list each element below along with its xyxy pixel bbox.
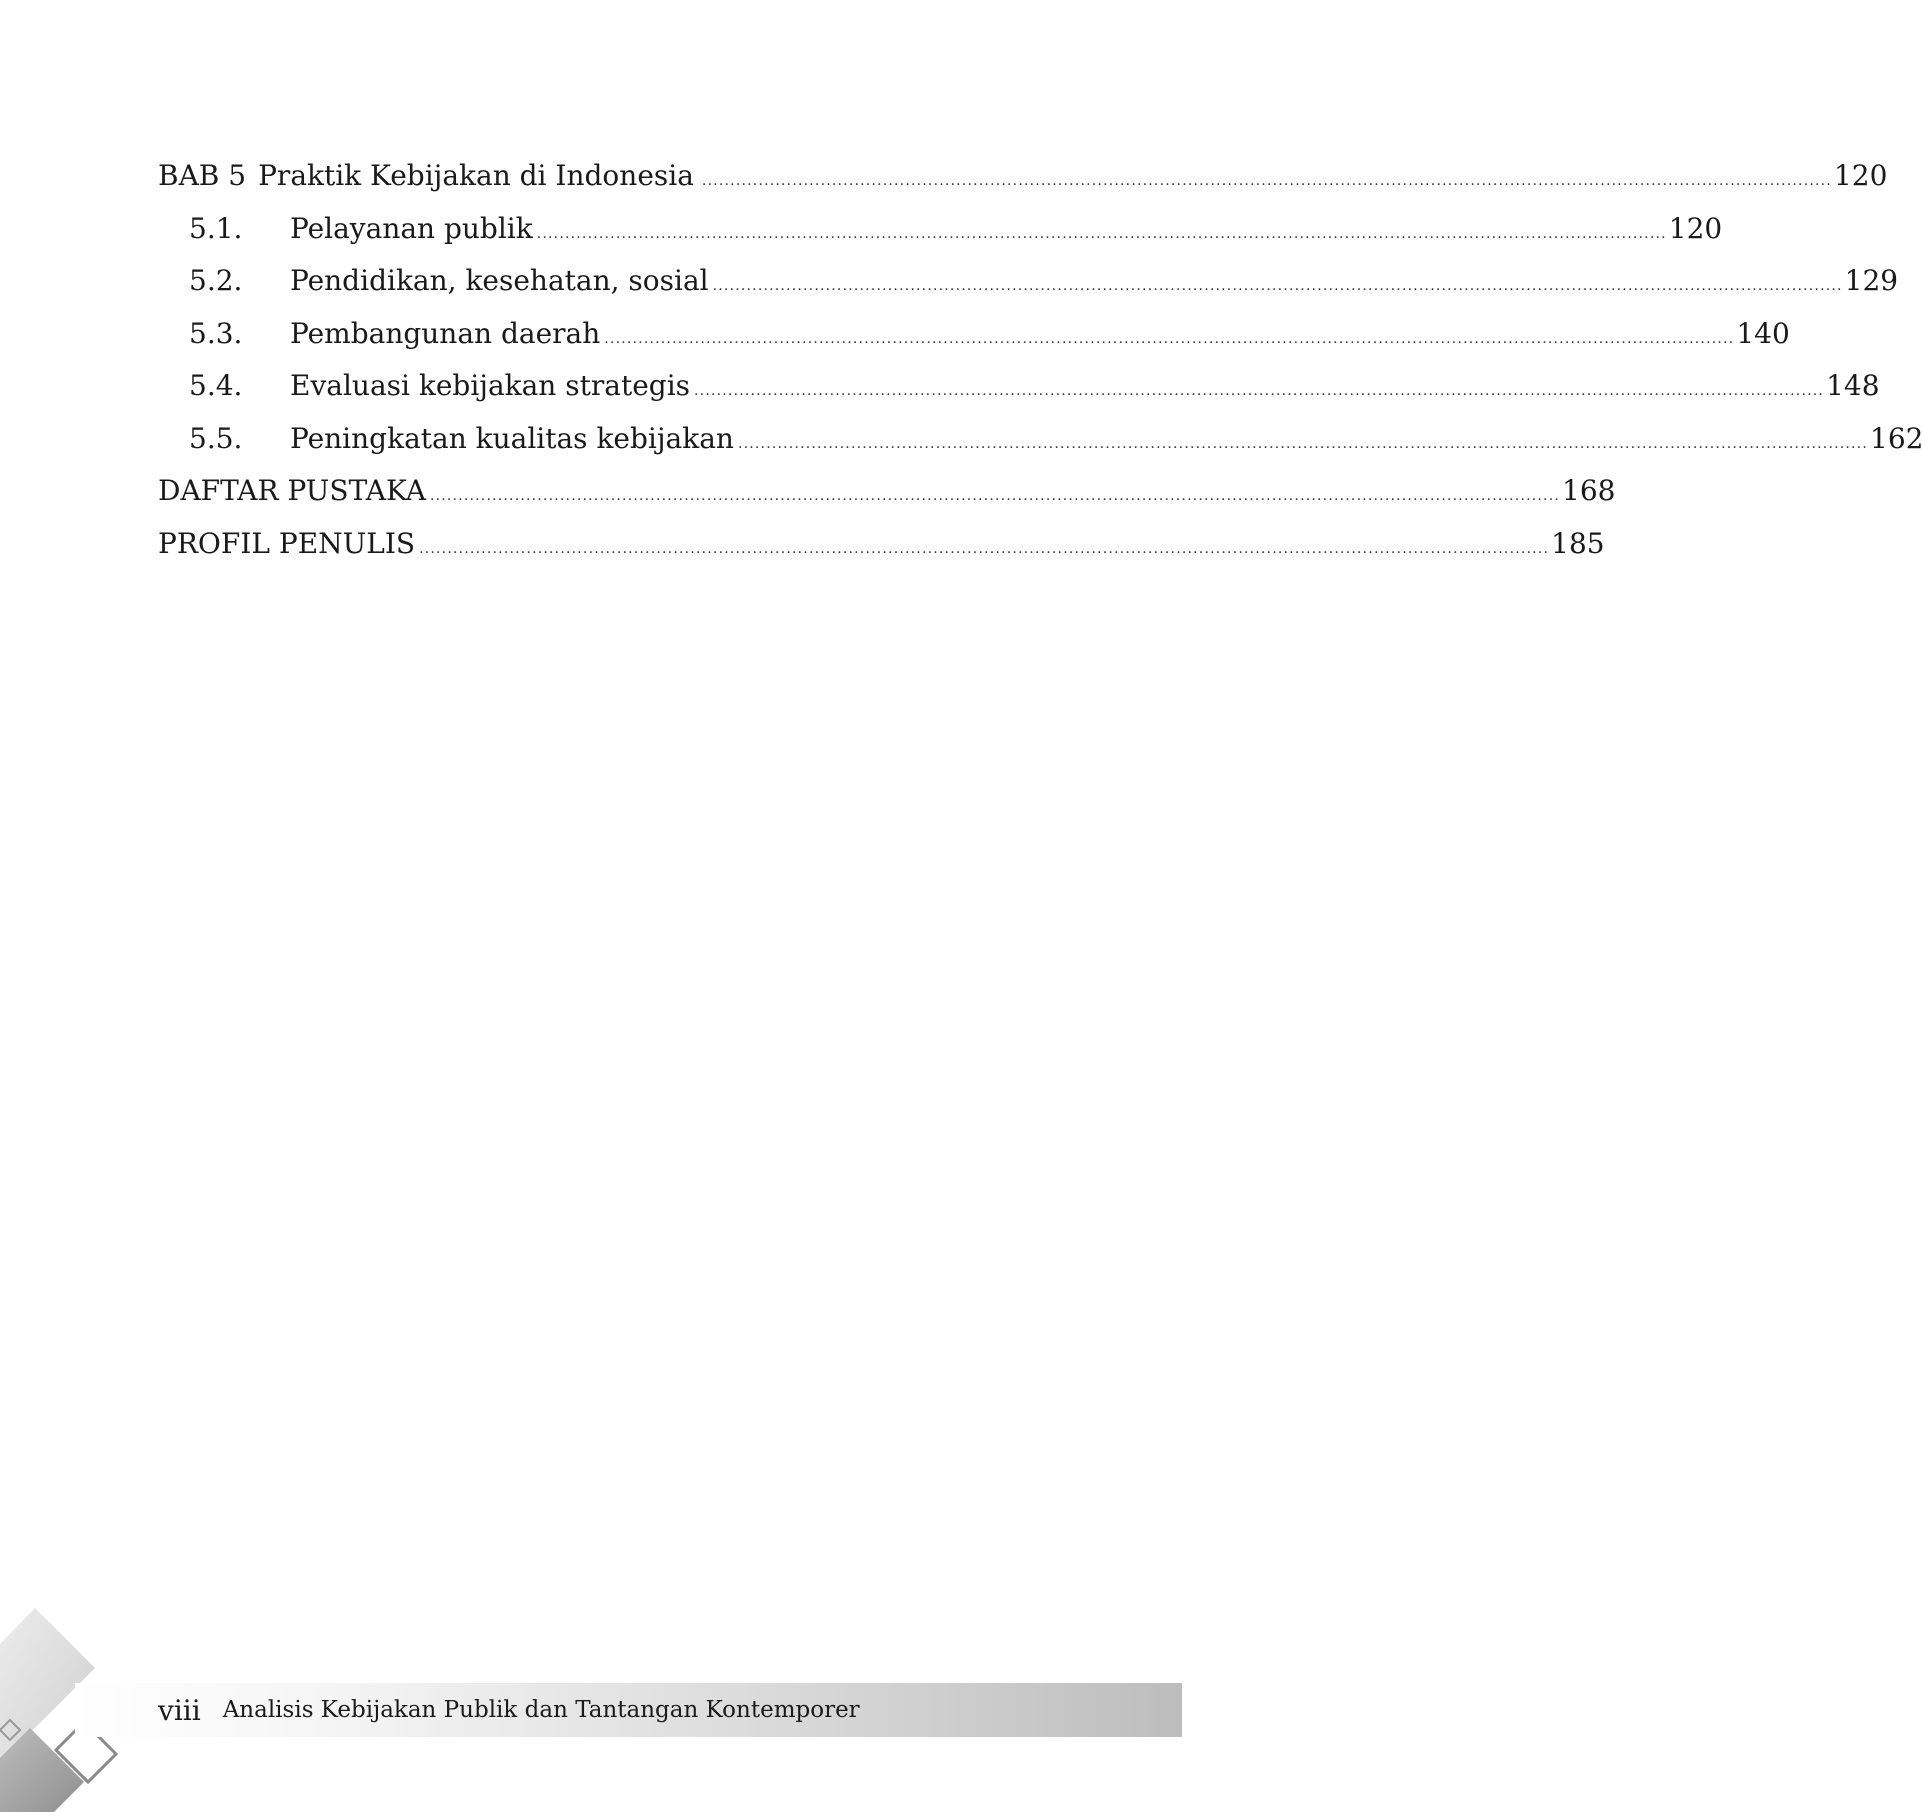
toc-entry-title: Praktik Kebijakan di Indonesia xyxy=(258,159,694,192)
running-title: Analisis Kebijakan Publik dan Tantangan Kontemporer xyxy=(222,1697,860,1723)
toc-entry-5-4 xyxy=(158,360,1880,413)
toc-entry-title: DAFTAR PUSTAKA xyxy=(158,474,426,507)
dot-leader: ........................................................................................................................................................................................................ xyxy=(694,383,1825,399)
dot-leader: ........................................................................................................................................................................................................ xyxy=(419,540,1550,557)
dot-leader: ........................................................................................................................................................................................................ xyxy=(712,278,1843,294)
toc-section-number: 5.5. xyxy=(189,421,243,455)
toc-entry-title: Peningkatan kualitas kebijakan xyxy=(290,421,734,455)
toc-entry-title: Pendidikan, kesehatan, sosial xyxy=(290,264,709,297)
toc-entry-5-2 xyxy=(158,255,1899,308)
toc-page-number: 148 xyxy=(1826,369,1880,402)
toc-section-number: 5.2. xyxy=(189,264,243,297)
toc-entry-title: PROFIL PENULIS xyxy=(158,526,416,560)
toc-entry-chapter-5 xyxy=(158,150,1888,203)
dot-leader: ........................................................................................................................................................................................................ xyxy=(701,173,1832,189)
toc-page-number: 120 xyxy=(1668,211,1723,245)
toc-page-number: 120 xyxy=(1833,159,1888,192)
dot-leader: ........................................................................................................................................................................................................ xyxy=(737,435,1868,452)
toc-entry-5-5 xyxy=(158,413,1923,466)
page-number: viii xyxy=(158,1693,201,1727)
toc-chapter-label: BAB 5 xyxy=(158,159,247,192)
toc-entry-title: Pelayanan publik xyxy=(290,211,533,245)
toc-entry-5-1 xyxy=(158,203,1723,256)
dot-leader: ........................................................................................................................................................................................................ xyxy=(604,330,1735,347)
toc-entry-title: Pembangunan daerah xyxy=(290,316,601,350)
toc-entry-title: Evaluasi kebijakan strategis xyxy=(290,369,691,402)
toc-page-number: 162 xyxy=(1870,421,1923,455)
toc-page-number: 168 xyxy=(1562,474,1616,507)
toc-section-number: 5.4. xyxy=(189,369,243,402)
toc-entry-5-3 xyxy=(158,308,1790,361)
toc-page-number: 140 xyxy=(1736,316,1790,350)
dot-leader: ........................................................................................................................................................................................................ xyxy=(429,488,1560,504)
page-footer xyxy=(158,1683,860,1737)
toc-entry-daftar-pustaka xyxy=(158,465,1616,518)
toc-page-number: 129 xyxy=(1844,264,1899,297)
table-of-contents xyxy=(158,150,1923,570)
toc-page-number: 185 xyxy=(1551,526,1605,560)
dot-leader: ........................................................................................................................................................................................................ xyxy=(536,225,1667,242)
toc-section-number: 5.1. xyxy=(189,211,243,245)
toc-entry-profil-penulis xyxy=(158,518,1605,571)
toc-section-number: 5.3. xyxy=(189,316,243,350)
